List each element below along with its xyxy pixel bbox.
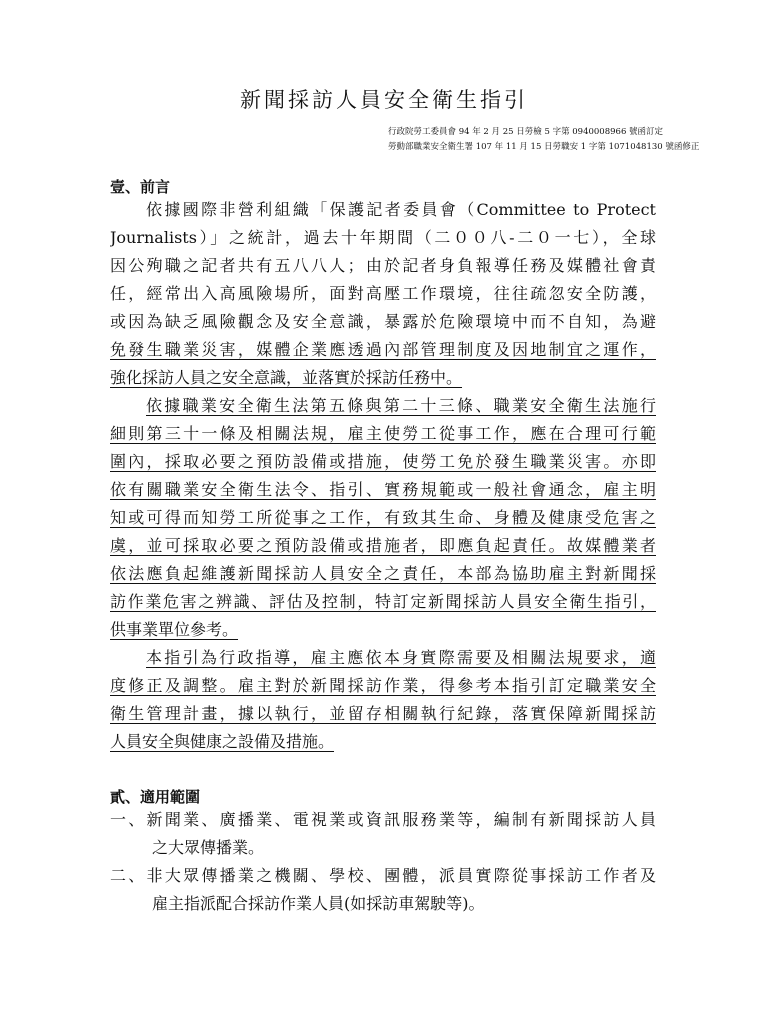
paragraph-line: 虞，並可採取必要之預防設備或措施者，即應負起責任。故媒體業者 <box>110 536 656 555</box>
list-item-continuation: 雇主指派配合採訪作業人員(如採訪車駕駛等)。 <box>152 894 485 913</box>
paragraph-line: 依據國際非營利組織「保護記者委員會（Committee to Protect <box>146 200 656 219</box>
metadata-line-revised: 勞動部職業安全衛生署 107 年 11 月 15 日勞職安 1 字第 1071048130 號函修正 <box>388 142 700 152</box>
paragraph-line: 依據職業安全衛生法第五條與第二十三條、職業安全衛生法施行 <box>146 396 656 415</box>
document-title: 新聞採訪人員安全衛生指引 <box>240 88 528 112</box>
paragraph-line: 強化採訪人員之安全意識，並落實於採訪任務中。 <box>110 368 463 387</box>
paragraph-line: 任，經常出入高風險場所，面對高壓工作環境，往往疏忽安全防護， <box>110 284 656 303</box>
paragraph-line: Journalists）」之統計，過去十年期間（二００八-二０一七），全球 <box>110 228 656 247</box>
paragraph-line: 免發生職業災害，媒體企業應透過內部管理制度及因地制宜之運作， <box>110 340 656 359</box>
paragraph-line: 訪作業危害之辨識、評估及控制，特訂定新聞採訪人員安全衛生指引， <box>110 592 656 611</box>
paragraph-line: 知或可得而知勞工所從事之工作，有致其生命、身體及健康受危害之 <box>110 508 656 527</box>
paragraph-line: 度修正及調整。雇主對於新聞採訪作業，得參考本指引訂定職業安全 <box>110 676 656 695</box>
list-item: 二、非大眾傳播業之機關、學校、團體，派員實際從事採訪工作者及 <box>110 866 656 885</box>
paragraph-line: 本指引為行政指導，雇主應依本身實際需要及相關法規要求，適 <box>146 648 656 667</box>
paragraph-line: 人員安全與健康之設備及措施。 <box>110 732 335 751</box>
paragraph-line: 依法應負起維護新聞採訪人員安全之責任，本部為協助雇主對新聞採 <box>110 564 656 583</box>
paragraph-line: 或因為缺乏風險觀念及安全意識，暴露於危險環境中而不自知，為避 <box>110 312 656 331</box>
paragraph-line: 圍內，採取必要之預防設備或措施，使勞工免於發生職業災害。亦即 <box>110 452 656 471</box>
section-heading-preface: 壹、前言 <box>110 178 171 196</box>
paragraph-line: 細則第三十一條及相關法規，雇主使勞工從事工作，應在合理可行範 <box>110 424 656 443</box>
paragraph-line: 依有關職業安全衛生法令、指引、實務規範或一般社會通念，雇主明 <box>110 480 656 499</box>
document-metadata <box>388 125 748 155</box>
paragraph-line: 供事業單位參考。 <box>110 620 239 639</box>
metadata-line-issued: 行政院勞工委員會 94 年 2 月 25 日勞檢 5 字第 0940008966 號函訂定 <box>388 127 664 137</box>
paragraph-line: 因公殉職之記者共有五八八人；由於記者身負報導任務及媒體社會責 <box>110 256 656 275</box>
section-heading-scope: 貳、適用範圍 <box>110 788 201 806</box>
list-item-continuation: 之大眾傳播業。 <box>152 838 265 857</box>
list-item: 一、新聞業、廣播業、電視業或資訊服務業等，編制有新聞採訪人員 <box>110 810 656 829</box>
paragraph-line: 衛生管理計畫，據以執行，並留存相關執行紀錄，落實保障新聞採訪 <box>110 704 656 723</box>
